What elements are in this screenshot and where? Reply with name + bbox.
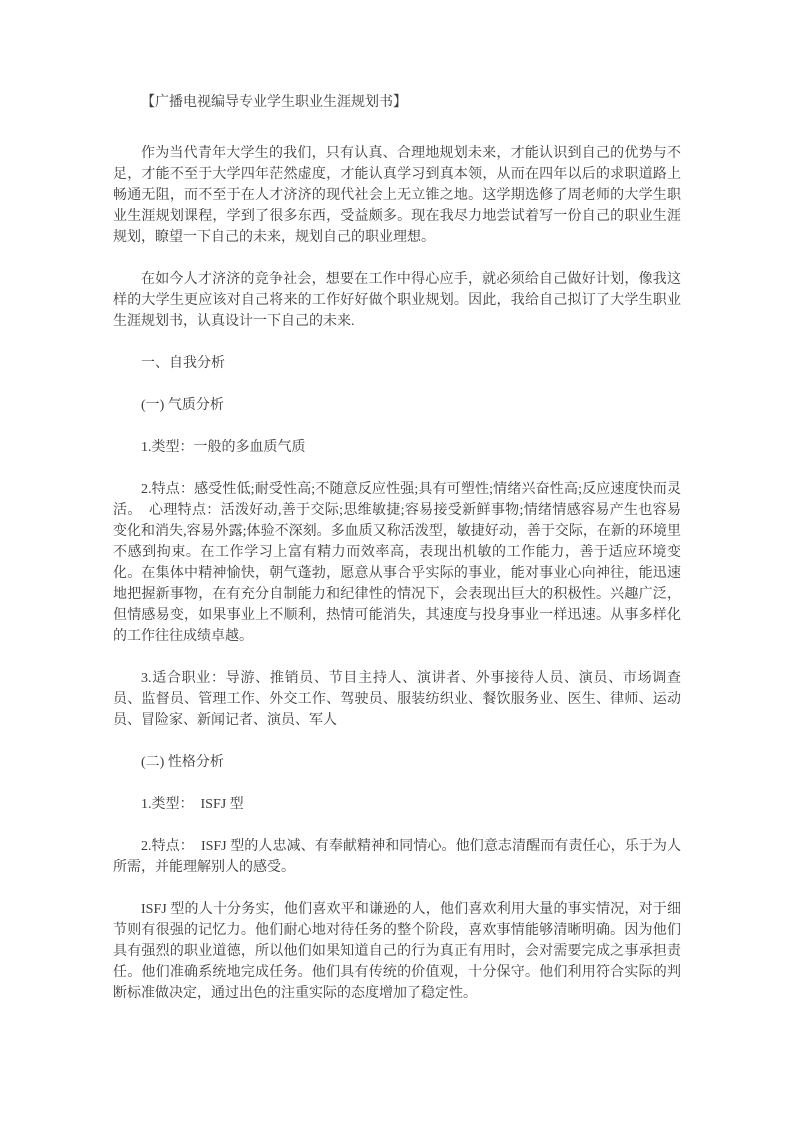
subsection-heading-temperament: (一) 气质分析	[141, 398, 224, 413]
paragraph-isfj-description: ISFJ 型的人十分务实，他们喜欢平和谦逊的人，他们喜欢利用大量的事实情况，对于细节则有很强的记忆力。他们耐心地对待任务的整个阶段，喜欢事情能够清晰明确。因为他们具有强烈的职业道德，所以他们如果知道自己的行为真正有用时，会对需要完成之事承担责任。他们准确系统地完成任务。他们具有传统的价值观，十分保守。他们利用符合实际的判断标准做决定，通过出色的注重实际的态度增加了稳定性。	[113, 902, 681, 1001]
paragraph-personality-type: 1.类型： ISFJ 型	[141, 797, 244, 812]
document-title: 【广播电视编导专业学生职业生涯规划书】	[141, 95, 407, 110]
paragraph-intro-1: 作为当代青年大学生的我们，只有认真、合理地规划未来，才能认识到自己的优势与不足，才能不至于大学四年茫然虚度，才能认真学习到真本领，从而在四年以后的求职道路上畅通无阻，而不至于在人才济济的现代社会上无立锥之地。这学期选修了周老师的大学生职业生涯规划课程，学到了很多东西，受益颇多。现在我尽力地尝试着写一份自己的职业生涯规划，瞭望一下自己的未来，规划自己的职业理想。	[113, 146, 681, 245]
paragraph-temperament-type: 1.类型：一般的多血质气质	[141, 440, 306, 455]
section-heading-self-analysis: 一、自我分析	[141, 356, 225, 371]
subsection-heading-personality: (二) 性格分析	[141, 755, 224, 770]
paragraph-intro-2: 在如今人才济济的竞争社会，想要在工作中得心应手，就必须给自己做好计划，像我这样的大学生更应该对自己将来的工作好好做个职业规划。因此，我给自己拟订了大学生职业生涯规划书，认真设计一下自己的未来.	[113, 272, 681, 329]
paragraph-personality-traits: 2.特点： ISFJ 型的人忠减、有奉献精神和同情心。他们意志清醒而有责任心，乐于为人所需，并能理解别人的感受。	[113, 839, 681, 875]
document-content	[113, 92, 681, 1004]
paragraph-suitable-careers: 3.适合职业：导游、推销员、节目主持人、演讲者、外事接待人员、演员、市场调查员、监督员、管理工作、外交工作、驾驶员、服装纺织业、餐饮服务业、医生、律师、运动员、冒险家、新闻记者、演员、军人	[113, 671, 681, 728]
paragraph-temperament-traits: 2.特点：感受性低;耐受性高;不随意反应性强;具有可塑性;情绪兴奋性高;反应速度快而灵活。 心理特点：活泼好动,善于交际;思维敏捷;容易接受新鲜事物;情绪情感容易产生也容易变化和消失,容易外露;体验不深刻。多血质又称活泼型，敏捷好动，善于交际，在新的环境里不感到拘束。在工作学习上富有精力而效率高，表现出机敏的工作能力，善于适应环境变化。在集体中精神愉快，朝气蓬勃，愿意从事合乎实际的事业，能对事业心向神往，能迅速地把握新事物，在有充分自制能力和纪律性的情况下，会表现出巨大的积极性。兴趣广泛，但情感易变，如果事业上不顺利，热情可能消失，其速度与投身事业一样迅速。从事多样化的工作往往成绩卓越。	[113, 482, 681, 644]
